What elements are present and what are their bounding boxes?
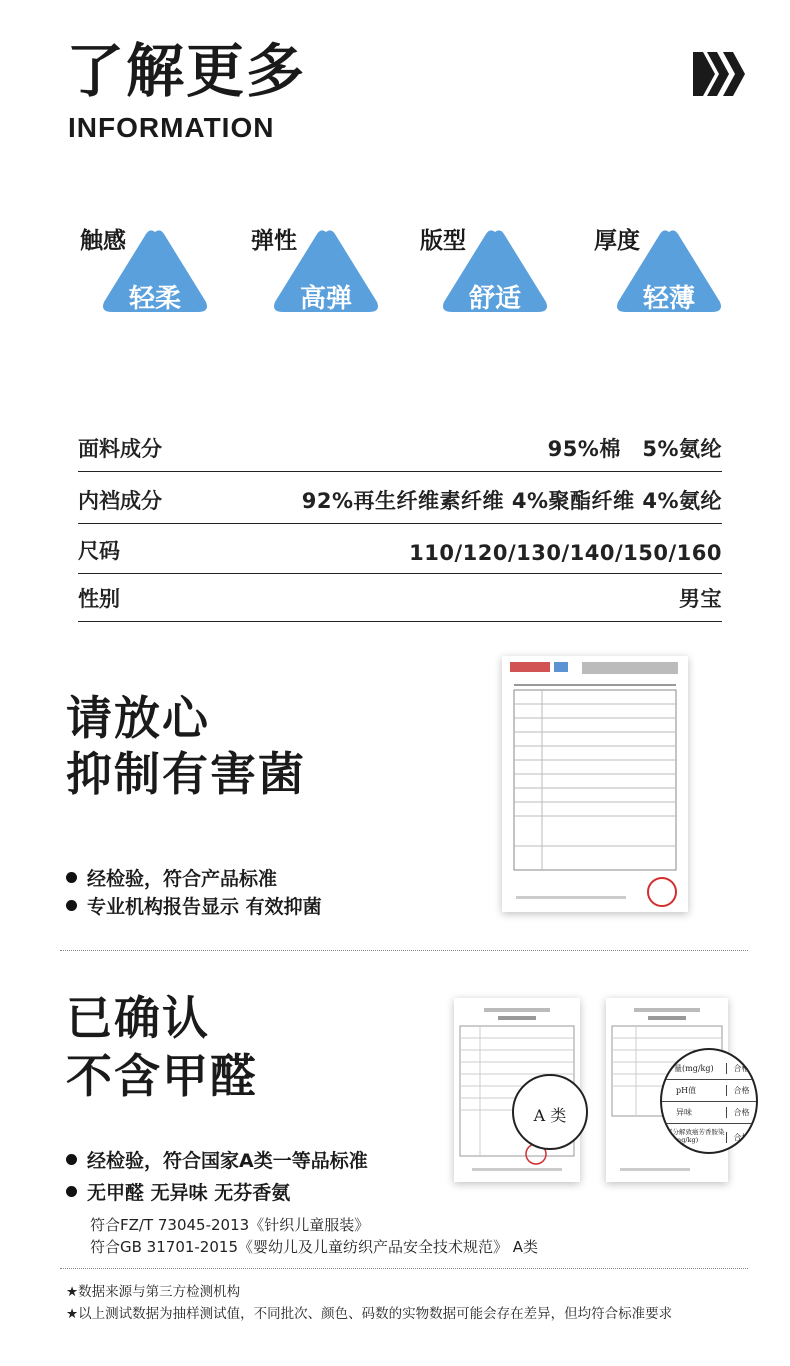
spec-value: 男宝 bbox=[679, 587, 722, 611]
triple-chevron-right-icon bbox=[693, 52, 751, 96]
feature-label: 版型 bbox=[420, 228, 466, 254]
bullet-dot-icon bbox=[66, 1154, 77, 1165]
spec-label: 内裆成分 bbox=[78, 489, 162, 513]
antibacterial-bullet: 专业机构报告显示 有效抑菌 bbox=[66, 892, 322, 919]
feature-thickness bbox=[594, 222, 744, 322]
zoom-row: 异味 合格 bbox=[662, 1102, 756, 1124]
spec-label: 面料成分 bbox=[78, 437, 162, 461]
footnote: ★以上测试数据为抽样测试值，不同批次、颜色、码数的实物数据可能会存在差异，但均符合标准要求 bbox=[66, 1306, 673, 1322]
zoom-circle-a-class bbox=[512, 1074, 588, 1150]
spec-row-lining bbox=[78, 482, 722, 524]
feature-elasticity bbox=[251, 222, 401, 322]
footnote: ★数据来源与第三方检测机构 bbox=[66, 1284, 241, 1300]
standard-text: 符合GB 31701-2015《婴幼儿及儿童纺织产品安全技术规范》 A类 bbox=[90, 1238, 539, 1256]
feature-fit bbox=[420, 222, 570, 322]
formaldehyde-headline-1: 已确认 bbox=[66, 991, 210, 1045]
antibacterial-bullet: 经检验，符合产品标准 bbox=[66, 864, 277, 891]
spec-row-gender bbox=[78, 584, 722, 622]
feature-value: 高弹 bbox=[299, 284, 352, 314]
spec-value: 110/120/130/140/150/160 bbox=[409, 541, 722, 565]
page-subtitle: INFORMATION bbox=[68, 112, 275, 143]
spec-row-fabric bbox=[78, 430, 722, 472]
zoom-a-class-label: A 类 bbox=[533, 1106, 567, 1125]
spec-label: 尺码 bbox=[78, 539, 120, 563]
feature-value: 舒适 bbox=[468, 284, 521, 314]
bullet-dot-icon bbox=[66, 872, 77, 883]
section-divider bbox=[60, 1268, 748, 1269]
feature-label: 弹性 bbox=[251, 228, 297, 254]
antibacterial-headline-2: 抑制有害菌 bbox=[66, 747, 306, 801]
zoom-circle-test-results bbox=[660, 1048, 758, 1154]
spec-label: 性别 bbox=[78, 587, 120, 611]
test-report-illustration bbox=[502, 656, 688, 912]
standard-text: 符合FZ/T 73045-2013《针织儿童服装》 bbox=[90, 1216, 370, 1234]
spec-row-size bbox=[78, 534, 722, 574]
feature-value: 轻薄 bbox=[642, 284, 695, 314]
formaldehyde-bullet: 经检验，符合国家A类一等品标准 bbox=[66, 1146, 368, 1173]
bullet-dot-icon bbox=[66, 1186, 77, 1197]
spec-value: 95%棉 5%氨纶 bbox=[547, 437, 722, 461]
antibacterial-headline-1: 请放心 bbox=[66, 691, 210, 745]
feature-touch bbox=[80, 222, 230, 322]
zoom-row: 可分解致癌芳香胺染料(mg/kg) 合格 bbox=[662, 1124, 756, 1150]
section-divider bbox=[60, 950, 748, 951]
feature-value: 轻柔 bbox=[128, 284, 181, 314]
zoom-row: pH值 合格 bbox=[662, 1080, 756, 1102]
formaldehyde-headline-2: 不含甲醛 bbox=[66, 1049, 258, 1103]
antibacterial-test-report-image bbox=[502, 656, 688, 912]
feature-label: 触感 bbox=[80, 228, 126, 254]
page-title: 了解更多 bbox=[66, 37, 307, 105]
spec-value: 92%再生纤维素纤维 4%聚酯纤维 4%氨纶 bbox=[301, 489, 722, 513]
feature-label: 厚度 bbox=[594, 228, 640, 254]
bullet-dot-icon bbox=[66, 900, 77, 911]
zoom-row: 量(mg/kg) 合格 bbox=[662, 1058, 756, 1080]
formaldehyde-bullet: 无甲醛 无异味 无芬香氨 bbox=[66, 1178, 290, 1205]
